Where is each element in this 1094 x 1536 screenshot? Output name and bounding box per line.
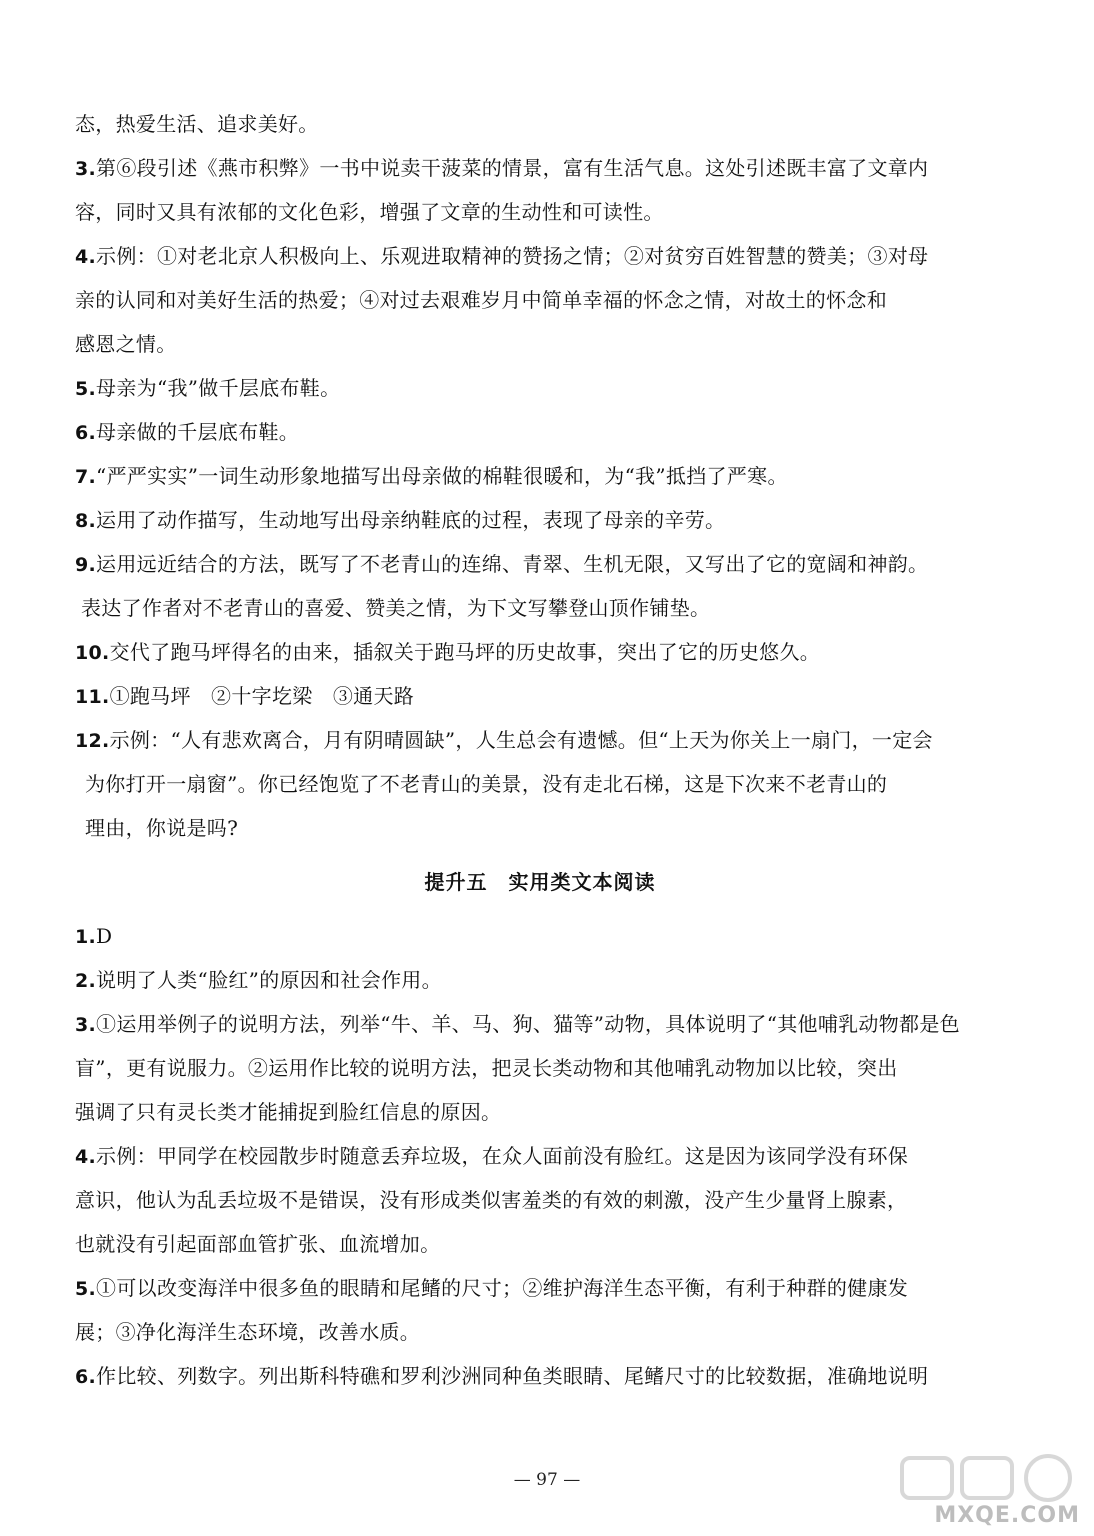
- answer-line: [75, 958, 1005, 1002]
- question-number: 3.: [75, 158, 97, 180]
- answer-text: 作比较、列数字。列出斯科特礁和罗利沙洲同种鱼类眼睛、尾鳍尺寸的比较数据，准确地说明: [96, 1364, 929, 1388]
- answer-line: [75, 454, 1005, 498]
- answer-text: 交代了跑马坪得名的由来，插叙关于跑马坪的历史故事，突出了它的历史悠久。: [109, 640, 821, 664]
- answer-text: 意识，他认为乱丢垃圾不是错误，没有形成类似害羞类的有效的刺激，没产生少量肾上腺素，: [75, 1188, 908, 1212]
- question-number: 11.: [75, 686, 110, 708]
- question-number: 5.: [75, 1278, 97, 1300]
- question-number: 3.: [75, 1014, 97, 1036]
- answer-text: 第⑥段引述《燕市积弊》一书中说卖干菠菜的情景，富有生活气息。这处引述既丰富了文章内: [96, 156, 929, 180]
- answer-line: [75, 322, 1005, 366]
- answer-line: [75, 146, 1005, 190]
- answer-line: [75, 234, 1005, 278]
- answer-line: [75, 1310, 1005, 1354]
- answer-text: 强调了只有灵长类才能捕捉到脸红信息的原因。: [75, 1100, 502, 1124]
- answer-line: [75, 806, 1005, 850]
- answer-text: 示例：①对老北京人积极向上、乐观进取精神的赞扬之情；②对贫穷百姓智慧的赞美；③对母: [96, 244, 929, 268]
- answer-line: [75, 278, 1005, 322]
- page-number: — 97 —: [513, 1470, 581, 1490]
- answer-text: ①可以改变海洋中很多鱼的眼睛和尾鳍的尺寸；②维护海洋生态平衡，有利于种群的健康发: [96, 1276, 909, 1300]
- answer-line: [75, 1090, 1005, 1134]
- answer-text: 说明了人类“脸红”的原因和社会作用。: [96, 968, 442, 992]
- answer-text: 母亲为“我”做千层底布鞋。: [96, 376, 341, 400]
- answer-line: [75, 914, 1005, 958]
- answer-text: ①运用举例子的说明方法，列举“牛、羊、马、狗、猫等”动物，具体说明了“其他哺乳动物都是色: [96, 1012, 960, 1036]
- answer-text: 也就没有引起面部血管扩张、血流增加。: [75, 1232, 441, 1256]
- answer-line: [75, 1266, 1005, 1310]
- answer-text: 示例：“人有悲欢离合，月有阴晴圆缺”，人生总会有遗憾。但“上天为你关上一扇门，一定会: [109, 728, 933, 752]
- answer-line: [75, 498, 1005, 542]
- answer-line: [75, 542, 1005, 586]
- answer-line: [75, 1046, 1005, 1090]
- answer-line: [75, 718, 1005, 762]
- answer-text: 容，同时又具有浓郁的文化色彩，增强了文章的生动性和可读性。: [75, 200, 664, 224]
- question-number: 4.: [75, 1146, 97, 1168]
- answers-section-4: [75, 102, 1005, 850]
- answer-text: 态，热爱生活、追求美好。: [75, 112, 319, 136]
- answer-list: [75, 102, 1005, 1398]
- answer-line: [75, 1134, 1005, 1178]
- question-number: 2.: [75, 970, 97, 992]
- answer-text: 运用远近结合的方法，既写了不老青山的连绵、青翠、生机无限，又写出了它的宽阔和神韵。: [96, 552, 929, 576]
- answer-line: [75, 410, 1005, 454]
- section-title: 提升五 实用类文本阅读: [424, 870, 656, 894]
- question-number: 4.: [75, 246, 97, 268]
- answer-line: [75, 1178, 1005, 1222]
- answer-text: 理由，你说是吗?: [85, 816, 239, 840]
- question-number: 6.: [75, 422, 97, 444]
- question-number: 8.: [75, 510, 97, 532]
- answer-line: [75, 674, 1005, 718]
- watermark-text: MXQE.COM: [934, 1503, 1080, 1528]
- answer-line: [75, 102, 1005, 146]
- answer-text: D: [96, 924, 113, 948]
- answer-line: [75, 762, 1005, 806]
- answer-text: 运用了动作描写，生动地写出母亲纳鞋底的过程，表现了母亲的辛劳。: [96, 508, 726, 532]
- answer-line: [75, 366, 1005, 410]
- answer-text: 盲”，更有说服力。②运用作比较的说明方法，把灵长类动物和其他哺乳动物加以比较，突出: [75, 1056, 898, 1080]
- answer-text: 示例：甲同学在校园散步时随意丢弃垃圾，在众人面前没有脸红。这是因为该同学没有环保: [96, 1144, 909, 1168]
- answer-line: [75, 586, 1005, 630]
- answers-section-5: [75, 914, 1005, 1398]
- question-number: 12.: [75, 730, 110, 752]
- question-number: 1.: [75, 926, 97, 948]
- answer-text: 为你打开一扇窗”。你已经饱览了不老青山的美景，没有走北石梯，这是下次来不老青山的: [85, 772, 888, 796]
- question-number: 10.: [75, 642, 110, 664]
- answer-line: [75, 190, 1005, 234]
- answer-text: 母亲做的千层底布鞋。: [96, 420, 300, 444]
- question-number: 7.: [75, 466, 97, 488]
- answer-text: ①跑马坪 ②十字圪梁 ③通天路: [109, 684, 415, 708]
- answer-text: 亲的认同和对美好生活的热爱；④对过去艰难岁月中简单幸福的怀念之情，对故土的怀念和: [75, 288, 887, 312]
- answer-line: [75, 1222, 1005, 1266]
- question-number: 6.: [75, 1366, 97, 1388]
- answer-text: “严严实实”一词生动形象地描写出母亲做的棉鞋很暖和，为“我”抵挡了严寒。: [96, 464, 788, 488]
- answer-line: [75, 1002, 1005, 1046]
- question-number: 9.: [75, 554, 97, 576]
- answer-text: 感恩之情。: [75, 332, 177, 356]
- answer-text: 展；③净化海洋生态环境，改善水质。: [75, 1320, 421, 1344]
- answer-text: 表达了作者对不老青山的喜爱、赞美之情，为下文写攀登山顶作铺垫。: [81, 596, 711, 620]
- answer-line: [75, 630, 1005, 674]
- answer-line: [75, 1354, 1005, 1398]
- question-number: 5.: [75, 378, 97, 400]
